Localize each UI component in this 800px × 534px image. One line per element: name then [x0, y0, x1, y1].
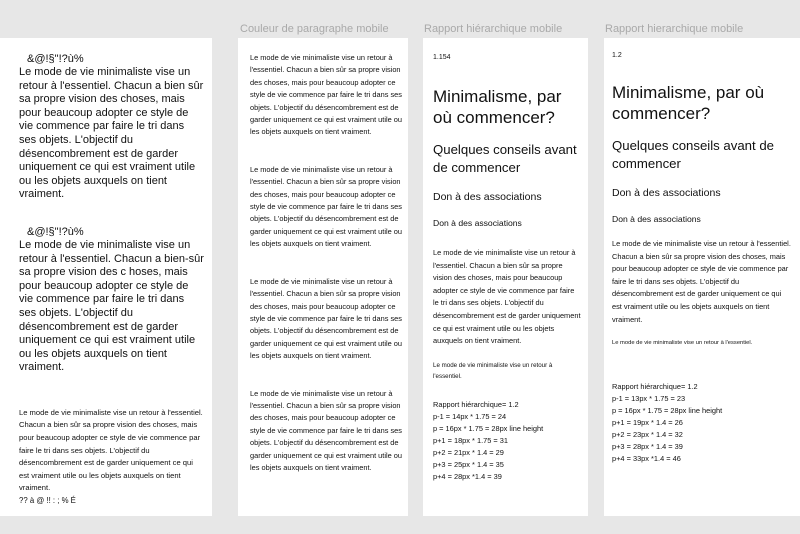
- calc-line: p+2 = 21px * 1.4 = 29: [433, 447, 504, 457]
- frame-label-hierarchy-mobile-2: Rapport hierarchique mobile: [605, 23, 744, 35]
- calc-line: p+2 = 23px * 1.4 = 32: [612, 430, 683, 440]
- small-paragraph: Le mode de vie minimaliste vise un retour à l'essentiel.: [612, 340, 753, 347]
- calc-line: p = 16px * 1.75 = 28px line height: [433, 423, 544, 433]
- special-characters: &@!§"!?ù%: [27, 53, 84, 65]
- paragraph: Le mode de vie minimaliste vise un retour à l'essentiel. Chacun a bien sûr sa propre vision des choses, mais pour beaucoup adopter ce style de vie commence par faire le tri dans ses objets. L'objectif du désencombrement est de garder uniquement ce qui est vraiment utile ou les objets auxquels on tient vraiment.: [250, 276, 403, 361]
- scale-calculations: [612, 381, 792, 465]
- special-characters: &@!§"!?ù%: [27, 225, 84, 238]
- calc-line: Rapport hiérarchique= 1.2: [612, 382, 698, 392]
- calc-line: p+1 = 18px * 1.75 = 31: [433, 435, 508, 445]
- small-paragraph: Le mode de vie minimaliste vise un retour à l'essentiel.: [433, 361, 553, 380]
- calc-line: p-1 = 14px * 1.75 = 24: [433, 411, 507, 421]
- paragraph: Le mode de vie minimaliste vise un retour à l'essentiel. Chacun a bien sûr sa propre vision des choses, mais pour beaucoup adopter ce style de vie commence par faire le tri dans ses objets. L'objectif du désencombrement est de garder uniquement ce qui est vraiment utile ou les objets auxquels on tient vraiment.: [250, 53, 403, 137]
- paragraph-large-1: Le mode de vie minimaliste vise un retour à l'essentiel. Chacun a bien sûr sa propre vision des choses, mais pour beaucoup adopter ce style de vie commence par faire le tri dans ses objets. L'objectif du désencombrement est de garder uniquement ce qui est vraiment utile ou les objets auxquels on tient vraiment.: [19, 66, 204, 201]
- heading-h4: Don à des associations: [433, 218, 522, 228]
- frame-label-hierarchy-mobile-1: Rapport hiérarchique mobile: [424, 23, 563, 35]
- scale-calculations: [433, 399, 582, 483]
- heading-h2: Quelques conseils avant de commencer: [433, 142, 577, 175]
- calc-line: p = 16px * 1.75 = 28px line height: [612, 406, 723, 416]
- body-paragraph: Le mode de vie minimaliste vise un retour à l'essentiel. Chacun a bien sûr sa propre vision des choses, mais pour beaucoup adopter ce style de vie commence par faire le tri dans ses objets. L'objectif du désencombrement est de garder uniquement ce qui est vraiment utile ou les objets auxquels on tient vraiment.: [612, 239, 791, 324]
- paragraph-large-2: Le mode de vie minimaliste vise un retour à l'essentiel. Chacun a bien-sûr sa propre vision des c hoses, mais pour beaucoup adopter ce style de vie commence par faire le tri dans ses objets. L'objectif du désencombrement est de garder uniquement ce qui est vraiment utile ou les objets auxquels on tient vraiment.: [19, 238, 204, 374]
- typography-panel-1: [0, 38, 212, 516]
- ratio-value: 1.154: [433, 54, 451, 61]
- heading-h1: Minimalisme, par où commencer?: [612, 83, 765, 123]
- hierarchy-panel-1154: [423, 38, 588, 516]
- heading-h2: Quelques conseils avant de commencer: [612, 138, 775, 171]
- calc-line: p+3 = 25px * 1.4 = 35: [433, 459, 504, 469]
- body-paragraph: Le mode de vie minimaliste vise un retour à l'essentiel. Chacun a bien sûr sa propre vision des choses, mais pour beaucoup adopter ce style de vie commence par faire le tri dans ses objets. L'objectif du désencombrement est de garder uniquement ce qui est vraiment utile ou les objets auxquels on tient vraiment.: [433, 248, 581, 346]
- calc-line: Rapport hiérarchique= 1.2: [433, 399, 519, 409]
- hierarchy-panel-12: [604, 38, 800, 516]
- ratio-value: 1.2: [612, 52, 622, 59]
- heading-h1: Minimalisme, par où commencer?: [433, 87, 562, 127]
- heading-h3: Don à des associations: [433, 191, 542, 203]
- special-characters: ?? à @ !! : ; % É: [19, 496, 76, 506]
- calc-line: p+3 = 28px * 1.4 = 39: [612, 442, 683, 452]
- calc-line: p+4 = 33px *1.4 = 46: [612, 454, 681, 464]
- calc-line: p+1 = 19px * 1.4 = 26: [612, 418, 683, 428]
- paragraph-color-panel: [238, 38, 408, 516]
- paragraph: Le mode de vie minimaliste vise un retour à l'essentiel. Chacun a bien sûr sa propre vision des choses, mais pour beaucoup adopter ce style de vie commence par faire le tri dans ses objets. L'objectif du désencombrement est de garder uniquement ce qui est vraiment utile ou les objets auxquels on tient vraiment.: [250, 388, 403, 472]
- calc-line: p+4 = 28px *1.4 = 39: [433, 471, 502, 481]
- heading-h3: Don à des associations: [612, 187, 721, 199]
- paragraph: Le mode de vie minimaliste vise un retour à l'essentiel. Chacun a bien sûr sa propre vision des choses, mais pour beaucoup adopter ce style de vie commence par faire le tri dans ses objets. L'objectif du désencombrement est de garder uniquement ce qui est vraiment utile ou les objets auxquels on tient vraiment.: [250, 164, 403, 249]
- calc-line: p-1 = 13px * 1.75 = 23: [612, 394, 686, 404]
- frame-label-paragraph-color: Couleur de paragraphe mobile: [240, 23, 389, 35]
- heading-h4: Don à des associations: [612, 214, 701, 224]
- paragraph-small: Le mode de vie minimaliste vise un retour à l'essentiel. Chacun a bien sûr sa propre vision des choses, mais pour beaucoup adopter ce style de vie commence par faire le tri dans ses objets. L'objectif du désencombrement est de garder uniquement ce qui est vraiment utile ou les objets auxquels on tient vraiment.: [19, 407, 203, 493]
